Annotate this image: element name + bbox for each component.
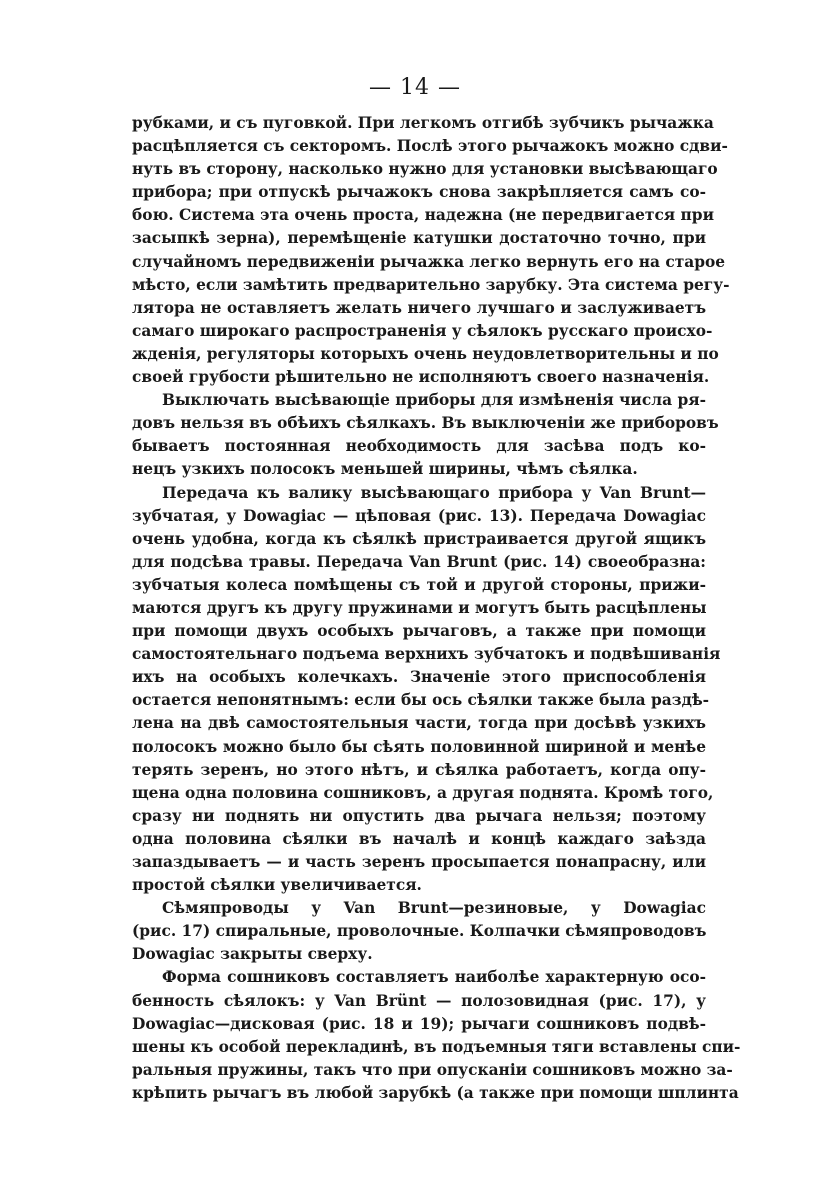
text-line: бою. Система эта очень проста, надежна (не передвигается при <box>132 206 714 225</box>
paragraph <box>132 897 706 966</box>
text-line: расцѣпляется съ секторомъ. Послѣ этого рычажокъ можно сдви- <box>132 137 728 156</box>
text-line: при помощи двухъ особыхъ рычаговъ, а также при помощи <box>132 622 706 641</box>
text-line: Сѣмяпроводы у Van Brunt—резиновые, у Dowagiac <box>162 899 706 918</box>
text-line: жденія, регуляторы которыхъ очень неудовлетворительны и по <box>132 344 719 363</box>
text-line: щена одна половина сошниковъ, а другая поднята. Кромѣ того, <box>132 783 714 802</box>
text-line: (рис. 17) спиральные, проволочные. Колпачки сѣмяпроводовъ <box>132 922 707 941</box>
paragraph <box>132 966 741 1105</box>
text-line: бываетъ постоянная необходимость для засѣва подъ ко- <box>132 437 706 456</box>
text-line: Форма сошниковъ составляетъ наиболѣе характерную осо- <box>162 968 706 987</box>
text-line: сразу ни поднять ни опустить два рычага нельзя; поэтому <box>132 806 706 825</box>
text-line: прибора; при отпускѣ рычажокъ снова закрѣпляется самъ со- <box>132 183 706 202</box>
text-line: случайномъ передвиженіи рычажка легко вернуть его на старое <box>132 252 726 271</box>
text-line: засыпкѣ зерна), перемѣщеніе катушки достаточно точно, при <box>132 229 706 248</box>
text-line: зубчатая, у Dowagiac — цѣповая (рис. 13). Передача Dowagiac <box>132 506 706 525</box>
page-number: — 14 — <box>369 75 461 100</box>
text-line: лена на двѣ самостоятельныя части, тогда при досѣвѣ узкихъ <box>132 714 706 733</box>
text-line: крѣпить рычагъ въ любой зарубкѣ (а также при помощи шплинта <box>132 1083 739 1102</box>
text-line: бенность сѣялокъ: у Van Brünt — полозовидная (рис. 17), у <box>132 991 706 1010</box>
body-text <box>132 112 741 1105</box>
text-line: рубками, и съ пуговкой. При легкомъ отгибѣ зубчикъ рычажка <box>132 114 714 132</box>
paragraph <box>132 389 719 481</box>
text-line: запаздываетъ — и часть зеренъ просыпается понапрасну, или <box>132 853 706 871</box>
text-line: нецъ узкихъ полосокъ меньшей ширины, чѣмъ сѣялка. <box>132 460 638 479</box>
text-line: одна половина сѣялки въ началѣ и концѣ каждаго заѣзда <box>132 829 706 848</box>
text-line: ральныя пружины, такъ что при опусканіи сошниковъ можно за- <box>132 1060 733 1079</box>
text-line: полосокъ можно было бы сѣять половинной шириной и менѣе <box>132 737 706 756</box>
paragraph <box>132 112 730 389</box>
text-line: простой сѣялки увеличивается. <box>132 876 422 895</box>
text-line: Выключать высѣвающіе приборы для измѣненія числа ря- <box>162 391 706 410</box>
text-line: довъ нельзя въ обѣихъ сѣялкахъ. Въ выключеніи же приборовъ <box>132 414 719 433</box>
text-line: ихъ на особыхъ колечкахъ. Значеніе этого приспособленія <box>132 668 706 687</box>
text-line: шены къ особой перекладинѣ, въ подъемныя тяги вставлены спи- <box>132 1037 741 1056</box>
text-line: самостоятельнаго подъема верхнихъ зубчатокъ и подвѣшиванія <box>132 645 721 664</box>
text-line: нуть въ сторону, насколько нужно для установки высѣвающаго <box>132 160 718 179</box>
text-line: своей грубости рѣшительно не исполняютъ своего назначенія. <box>132 368 710 387</box>
text-line: терять зеренъ, но этого нѣтъ, и сѣялка работаетъ, когда опу- <box>132 760 706 779</box>
text-line: Dowagiac закрыты сверху. <box>132 945 373 964</box>
text-line: остается непонятнымъ: если бы ось сѣялки также была раздѣ- <box>132 691 710 710</box>
text-line: Передача къ валику высѣвающаго прибора у Van Brunt— <box>162 483 706 502</box>
text-line: лятора не оставляетъ желать ничего лучшаго и заслуживаетъ <box>132 298 706 317</box>
text-line: мѣсто, если замѣтить предварительно зарубку. Эта система регу- <box>132 275 730 294</box>
text-line: Dowagiac—дисковая (рис. 18 и 19); рычаги сошниковъ подвѣ- <box>132 1014 706 1033</box>
text-line: маются другъ къ другу пружинами и могутъ быть расцѣплены <box>132 598 707 617</box>
text-line: зубчатыя колеса помѣщены съ той и другой стороны, прижи- <box>132 575 706 594</box>
text-line: для подсѣва травы. Передача Van Brunt (рис. 14) своеобразна: <box>132 552 706 571</box>
paragraph <box>132 482 721 898</box>
text-line: очень удобна, когда къ сѣялкѣ пристраивается другой ящикъ <box>132 529 706 548</box>
text-line: самаго широкаго распространенія у сѣялокъ русскаго происхо- <box>132 321 713 340</box>
